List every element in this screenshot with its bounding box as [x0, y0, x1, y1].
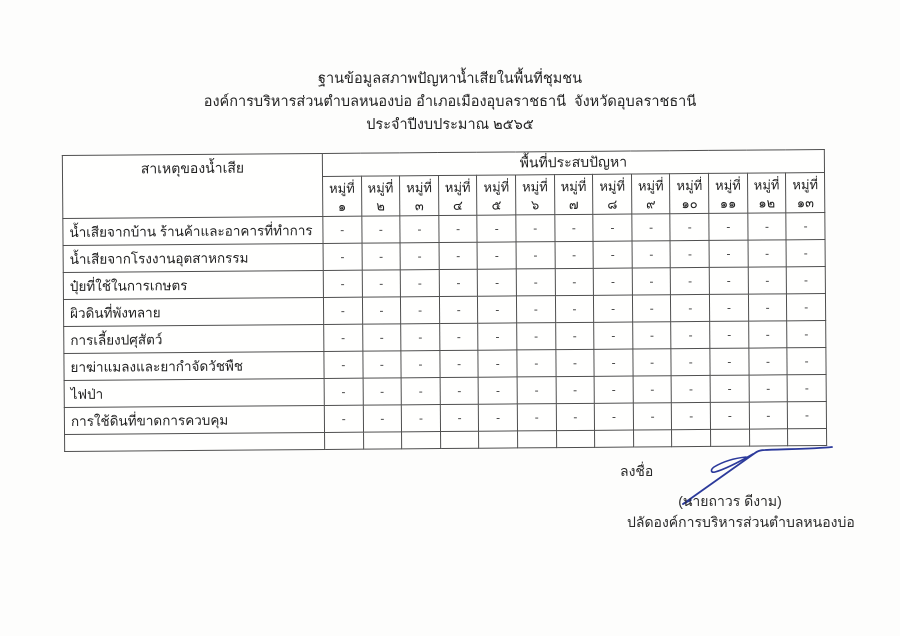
village-label: หมู่ที่: [522, 178, 548, 194]
value-cell: -: [709, 240, 748, 267]
value-cell: -: [556, 349, 595, 376]
village-label: หมู่ที่: [753, 176, 780, 193]
value-cell: -: [478, 296, 517, 323]
value-cell: -: [787, 294, 826, 321]
village-header-5: [477, 175, 516, 215]
village-label: หมู่ที่: [676, 177, 703, 193]
village-number: ๑๒: [758, 194, 776, 211]
value-cell: -: [748, 213, 787, 240]
value-cell: -: [479, 377, 518, 404]
village-header-11: [709, 173, 748, 213]
village-header-8: [593, 174, 632, 214]
village-number: ๔: [452, 197, 463, 213]
value-cell: -: [516, 269, 555, 296]
value-cell: -: [671, 348, 710, 375]
village-label: หมู่ที่: [444, 179, 471, 195]
village-number: ๙: [646, 195, 656, 211]
value-cell: -: [593, 241, 632, 268]
value-cell: -: [440, 350, 479, 377]
value-cell: -: [555, 295, 594, 322]
value-cell: -: [672, 402, 711, 429]
village-label: หมู่ที่: [599, 178, 626, 194]
cause-cell: ปุ๋ยที่ใช้ในการเกษตร: [63, 270, 323, 299]
value-cell: -: [555, 241, 594, 268]
empty-value-cell: [363, 432, 402, 449]
value-cell: -: [362, 243, 401, 270]
value-cell: -: [749, 348, 788, 375]
value-cell: -: [748, 294, 787, 321]
village-label: หมู่ที่: [637, 177, 664, 193]
value-cell: -: [362, 324, 401, 351]
value-cell: -: [439, 242, 478, 269]
value-cell: -: [323, 243, 362, 270]
value-cell: -: [401, 297, 440, 324]
village-label: หมู่ที่: [483, 178, 510, 195]
value-cell: -: [709, 267, 748, 294]
value-cell: -: [517, 350, 556, 377]
village-number: ๕: [491, 197, 502, 213]
value-cell: -: [401, 351, 440, 378]
value-cell: -: [671, 294, 710, 321]
value-cell: -: [324, 405, 363, 432]
value-cell: -: [633, 322, 672, 349]
value-cell: -: [633, 349, 672, 376]
value-cell: -: [594, 349, 633, 376]
village-number: ๑๐: [681, 195, 698, 211]
cause-cell: ยาฆ่าแมลงและยากำจัดวัชพืช: [64, 351, 324, 380]
village-header-4: [438, 175, 477, 215]
value-cell: -: [787, 267, 826, 294]
value-cell: -: [748, 267, 787, 294]
value-cell: -: [670, 213, 709, 240]
value-cell: -: [324, 324, 363, 351]
value-cell: -: [710, 375, 749, 402]
value-cell: -: [710, 402, 749, 429]
value-cell: -: [362, 270, 401, 297]
village-label: หมู่ที่: [792, 176, 819, 192]
value-cell: -: [517, 323, 556, 350]
problem-area-header: พื้นที่ประสบปัญหา: [322, 150, 824, 177]
value-cell: -: [517, 377, 556, 404]
empty-value-cell: [595, 430, 634, 447]
value-cell: -: [400, 243, 439, 270]
village-header-6: [516, 175, 555, 215]
value-cell: -: [439, 269, 478, 296]
value-cell: -: [324, 351, 363, 378]
village-label: หมู่ที่: [328, 180, 355, 196]
value-cell: -: [363, 405, 402, 432]
table-body: [63, 213, 827, 452]
value-cell: -: [786, 240, 825, 267]
value-cell: -: [516, 242, 555, 269]
value-cell: -: [709, 213, 748, 240]
document-title-block: [0, 68, 900, 137]
value-cell: -: [401, 378, 440, 405]
value-cell: -: [788, 402, 827, 429]
value-cell: -: [400, 216, 439, 243]
value-cell: -: [787, 348, 826, 375]
village-header-9: [631, 174, 670, 214]
title-line-2: องค์การบริหารส่วนตำบลหนองบ่อ อำเภอเมืองอุบลราชธานี จังหวัดอุบลราชธานี: [203, 94, 697, 110]
empty-value-cell: [556, 430, 595, 447]
village-label: หมู่ที่: [715, 177, 741, 193]
value-cell: -: [594, 376, 633, 403]
value-cell: -: [477, 215, 516, 242]
village-number: ๘: [607, 196, 618, 212]
value-cell: -: [439, 323, 478, 350]
cause-column-header: สาเหตุของน้ำเสีย: [62, 153, 322, 218]
village-header-7: [554, 174, 593, 214]
value-cell: -: [633, 403, 672, 430]
value-cell: -: [323, 270, 362, 297]
cause-cell: การใช้ดินที่ขาดการควบคุม: [64, 405, 324, 434]
value-cell: -: [787, 321, 826, 348]
village-number: ๒: [376, 197, 386, 214]
value-cell: -: [786, 213, 825, 240]
village-number: ๖: [530, 196, 540, 212]
wastewater-problem-table: [62, 149, 827, 452]
village-label: หมู่ที่: [406, 179, 433, 195]
value-cell: -: [361, 216, 400, 243]
value-cell: -: [555, 322, 594, 349]
value-cell: -: [555, 268, 594, 295]
village-header-10: [670, 173, 709, 213]
value-cell: -: [787, 375, 826, 402]
value-cell: -: [594, 322, 633, 349]
value-cell: -: [363, 378, 402, 405]
village-header-3: [400, 176, 439, 216]
value-cell: -: [671, 240, 710, 267]
value-cell: -: [556, 403, 595, 430]
value-cell: -: [556, 376, 595, 403]
value-cell: -: [517, 296, 556, 323]
value-cell: -: [478, 323, 517, 350]
value-cell: -: [595, 403, 634, 430]
cause-cell: การเลี้ยงปศุสัตว์: [64, 324, 324, 353]
village-number: ๑๓: [796, 194, 814, 210]
value-cell: -: [401, 324, 440, 351]
value-cell: -: [594, 268, 633, 295]
signer-name: (นายถาวร ดีงาม): [678, 493, 782, 509]
value-cell: -: [517, 404, 556, 431]
empty-value-cell: [440, 431, 479, 448]
value-cell: -: [594, 295, 633, 322]
value-cell: -: [323, 216, 362, 243]
village-header-1: [323, 176, 362, 216]
village-label: หมู่ที่: [367, 179, 394, 196]
value-cell: -: [633, 376, 672, 403]
signer-position: ปลัดองค์การบริหารส่วนตำบลหนองบ่อ: [627, 514, 855, 530]
title-line-3: ประจำปีงบประมาณ ๒๕๖๕: [366, 117, 534, 133]
title-line-1: ฐานข้อมูลสภาพปัญหาน้ำเสียในพื้นที่ชุมชน: [317, 71, 583, 87]
value-cell: -: [554, 214, 593, 241]
value-cell: -: [478, 350, 517, 377]
value-cell: -: [323, 297, 362, 324]
empty-value-cell: [402, 432, 441, 449]
value-cell: -: [710, 321, 749, 348]
value-cell: -: [632, 268, 671, 295]
value-cell: -: [672, 375, 711, 402]
value-cell: -: [671, 321, 710, 348]
value-cell: -: [477, 242, 516, 269]
village-number: ๑๑: [719, 195, 737, 211]
value-cell: -: [749, 375, 788, 402]
value-cell: -: [479, 404, 518, 431]
value-cell: -: [748, 240, 787, 267]
value-cell: -: [439, 215, 478, 242]
village-header-13: [786, 173, 825, 213]
value-cell: -: [749, 402, 788, 429]
value-cell: -: [632, 214, 671, 241]
value-cell: -: [671, 267, 710, 294]
value-cell: -: [516, 215, 555, 242]
village-label: หมู่ที่: [560, 178, 587, 194]
village-number: ๓: [414, 197, 424, 213]
value-cell: -: [748, 321, 787, 348]
value-cell: -: [632, 241, 671, 268]
village-number: ๗: [568, 196, 579, 212]
cause-cell: ผิวดินที่พังทลาย: [63, 297, 323, 326]
village-header-2: [361, 176, 400, 216]
village-number: ๑: [337, 198, 347, 214]
empty-cause-cell: [65, 432, 325, 451]
value-cell: -: [478, 269, 517, 296]
value-cell: -: [440, 404, 479, 431]
empty-value-cell: [325, 432, 364, 449]
value-cell: -: [362, 297, 401, 324]
value-cell: -: [400, 270, 439, 297]
cause-cell: ไฟป่า: [64, 378, 324, 407]
village-header-12: [747, 173, 786, 213]
cause-cell: น้ำเสียจากบ้าน ร้านค้าและอาคารที่ทำการ: [63, 216, 323, 245]
sign-label: ลงชื่อ: [620, 463, 654, 479]
value-cell: -: [593, 214, 632, 241]
value-cell: -: [710, 348, 749, 375]
cause-cell: น้ำเสียจากโรงงานอุตสาหกรรม: [63, 243, 323, 272]
value-cell: -: [324, 378, 363, 405]
value-cell: -: [362, 351, 401, 378]
value-cell: -: [710, 294, 749, 321]
empty-value-cell: [518, 431, 557, 448]
value-cell: -: [402, 405, 441, 432]
value-cell: -: [632, 295, 671, 322]
empty-value-cell: [479, 431, 518, 448]
value-cell: -: [440, 377, 479, 404]
value-cell: -: [439, 296, 478, 323]
